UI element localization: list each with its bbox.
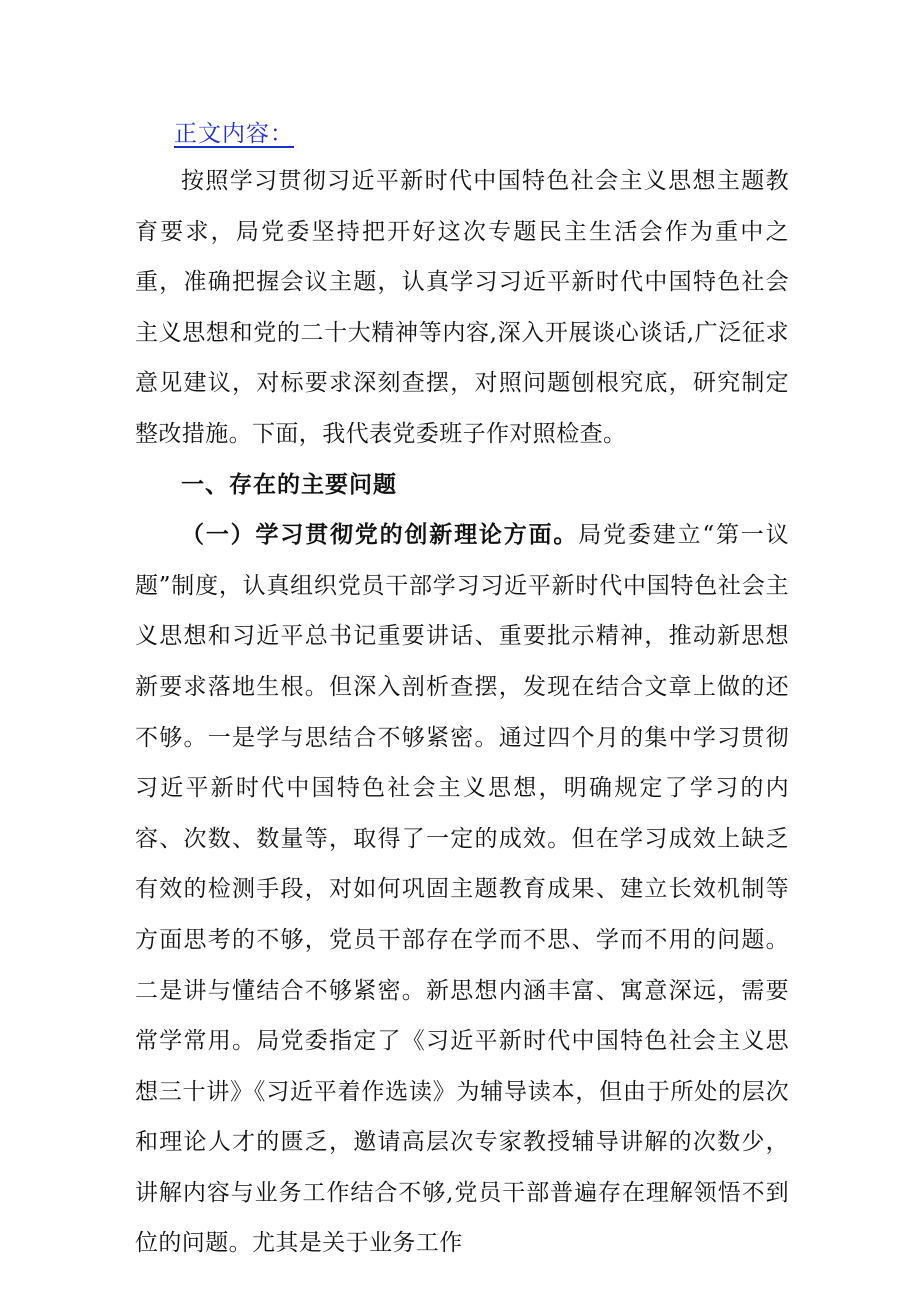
item-one-body-text: 局党委建立“第一议题”制度，认真组织党员干部学习习近平新时代中国特色社会主义思想和习近平总书记重要讲话、重要批示精神，推动新思想新要求落地生根。但深入剖析查摆，发现在结合文章上做的还不够。一是学与思结合不够紧密。通过四个月的集中学习贯彻习近平新时代中国特色社会主义思想，明确规定了学习的内容、次数、数量等，取得了一定的成效。但在学习成效上缺乏有效的检测手段，对如何巩固主题教育成果、建立长效机制等方面思考的不够，党员干部存在学而不思、学而不用的问题。二是讲与懂结合不够紧密。新思想内涵丰富、寓意深远，需要常学常用。局党委指定了《习近平新时代中国特色社会主义思想三十讲》《习近平着作选读》为辅导读本，但由于所处的层次和理论人才的匮乏，邀请高层次专家教授辅导讲解的次数少，讲解内容与业务工作结合不够,党员干部普遍存在理解领悟不到位的问题。尤其是关于业务工作 (135, 522, 790, 1257)
document-body (135, 156, 789, 1269)
item-one-lead-heading: （一）学习贯彻党的创新理论方面。 (181, 522, 579, 549)
item-one-paragraph (135, 510, 789, 1269)
section-heading-main-problems: 一、存在的主要问题 (181, 471, 397, 498)
body-content-heading-link[interactable]: 正文内容： (174, 121, 294, 147)
intro-paragraph: 按照学习贯彻习近平新时代中国特色社会主义思想主题教育要求，局党委坚持把开好这次专题民主生活会作为重中之重，准确把握会议主题，认真学习习近平新时代中国特色社会主义思想和党的二十大精神等内容,深入开展谈心谈话,广泛征求意见建议，对标要求深刻查摆，对照问题刨根究底，研究制定整改措施。下面，我代表党委班子作对照检查。 (135, 168, 789, 447)
